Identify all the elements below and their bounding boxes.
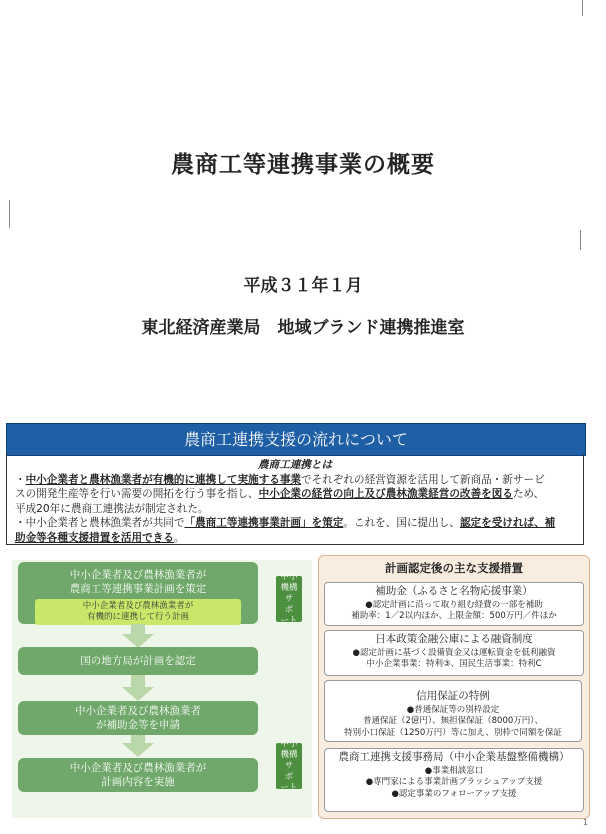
body-text: ため、	[512, 488, 545, 500]
sme-support-label	[276, 738, 302, 793]
measure-card-support-office	[324, 748, 584, 812]
flow-step-text: 農商工等連携事業計画を策定	[69, 583, 207, 595]
definition-box	[6, 454, 584, 545]
measure-card-text: ●認定事業のフォローアップ支援	[391, 788, 517, 799]
definition-heading: 農商工連携とは	[257, 459, 333, 471]
measure-card-text: ●専門家による事業計画ブラッシュアップ支援	[365, 777, 543, 787]
definition-line-2	[7, 487, 583, 502]
subnote-text: 有機的に連携して行う計画	[86, 612, 189, 622]
support-text: 中小	[280, 738, 298, 749]
flow-step-text: が補助金等を申請	[96, 719, 180, 731]
flow-step-plan	[18, 562, 258, 624]
support-text: サ	[284, 593, 294, 604]
flow-step-text: 中小企業者及び農林漁業者が	[69, 569, 207, 581]
organization-name: 東北経済産業局 地域ブランド連携推進室	[141, 318, 465, 338]
measure-card-text: ●認定計画に沿って取り組む経費の一部を補助	[365, 599, 543, 610]
support-text: 機構	[280, 582, 298, 593]
scan-mark-left	[9, 200, 10, 228]
measure-card-text: ●認定計画に基づく設備資金又は運転資金を低利融資	[352, 647, 556, 658]
definition-line-4	[7, 516, 583, 531]
support-text: 中小	[280, 571, 298, 582]
measure-card-title: 日本政策金融公庫による融資制度	[375, 633, 533, 645]
body-text: スの開発生産等を行い需要の開拓を行う事を指し、	[15, 488, 259, 500]
support-text: ポ	[284, 604, 294, 615]
flow-step-text: 中小企業者及び農林漁業者	[75, 705, 201, 717]
sme-support-label	[276, 571, 302, 626]
definition-line-5	[7, 531, 583, 546]
measure-card-credit-guarantee	[324, 680, 582, 742]
flow-arrow-icon	[122, 687, 154, 701]
support-text: 機構	[280, 749, 298, 760]
measure-card-text: ●事業相談窓口	[424, 765, 484, 776]
body-text: でそれぞれの経営資源を活用して新商品・新サービ	[301, 473, 545, 486]
support-text: ート	[280, 615, 298, 626]
emphasis-text: 認定を受ければ、補	[459, 517, 556, 529]
measure-card-title: 補助金（ふるさと名物応援事業）	[375, 585, 533, 597]
page-number: 1	[582, 818, 588, 827]
support-measures-panel	[318, 555, 590, 819]
document-date: 平成３１年１月	[243, 276, 363, 296]
flow-step-subnote	[35, 599, 241, 625]
definition-line-1	[7, 473, 583, 488]
measure-card-text: 普通保証（2億円）、無担保保証（8000万円）、	[362, 716, 544, 726]
measure-card-text: ●普通保証等の別枠設定	[406, 704, 500, 715]
body-text: 。これを、国に提出し、	[343, 517, 460, 529]
emphasis-text: 「農商工等連携事業計画」を策定	[184, 517, 344, 529]
section-banner: 農商工連携支援の流れについて	[6, 423, 586, 456]
emphasis-text: 中小企業者と農林漁業者が有機的に連携して実施する事業	[25, 473, 302, 486]
scan-mark-right	[580, 230, 581, 250]
measure-card-text: 中小企業事業：特利③、国民生活事業：特利C	[366, 659, 542, 669]
flow-step-implement	[18, 758, 258, 792]
definition-line-3: 平成20年に農商工連携法が制定された。	[15, 502, 209, 515]
measure-card-text: 補助率：1／2以内ほか、上限金額：500万円／件ほか	[351, 611, 557, 621]
scan-mark-top-right	[582, 0, 583, 16]
body-text: 。	[173, 531, 185, 544]
flow-step-apply	[18, 701, 258, 735]
measure-card-subsidy	[324, 582, 584, 626]
flow-step-approval	[18, 647, 258, 675]
emphasis-text: 中小企業の経営の向上及び農林漁業経営の改善を図る	[258, 488, 513, 500]
document-title: 農商工等連携事業の概要	[171, 152, 435, 178]
flow-step-text: 計画内容を実施	[101, 776, 175, 788]
subnote-text: 中小企業者及び農林漁業者が	[82, 601, 194, 611]
body-text: ・中小企業者と農林漁業者が共同で	[15, 517, 185, 529]
bullet: ・	[15, 473, 26, 486]
emphasis-text: 助金等各種支援措置を活用できる	[15, 531, 174, 544]
measure-card-title: 農商工連携支援事務局（中小企業基盤整備機構）	[338, 751, 570, 763]
support-text: サ	[284, 760, 294, 771]
measure-card-title: 信用保証の特例	[416, 690, 490, 702]
flow-arrow-stem	[131, 675, 145, 687]
flow-arrow-icon	[122, 634, 154, 648]
flow-arrow-stem	[131, 735, 145, 743]
flow-arrow-icon	[122, 743, 154, 757]
measure-card-text: 特別小口保証（1250万円）等に加え、別枠で同額を保証	[344, 727, 562, 738]
support-text: ポ	[284, 771, 294, 782]
flow-step-text: 国の地方局が計画を認定	[80, 655, 196, 667]
support-measures-heading: 計画認定後の主な支援措置	[385, 561, 523, 575]
flow-arrow-stem	[131, 624, 145, 634]
measure-card-loan	[324, 630, 584, 676]
flow-step-text: 中小企業者及び農林漁業者が	[69, 762, 207, 774]
support-text: ート	[280, 782, 298, 793]
